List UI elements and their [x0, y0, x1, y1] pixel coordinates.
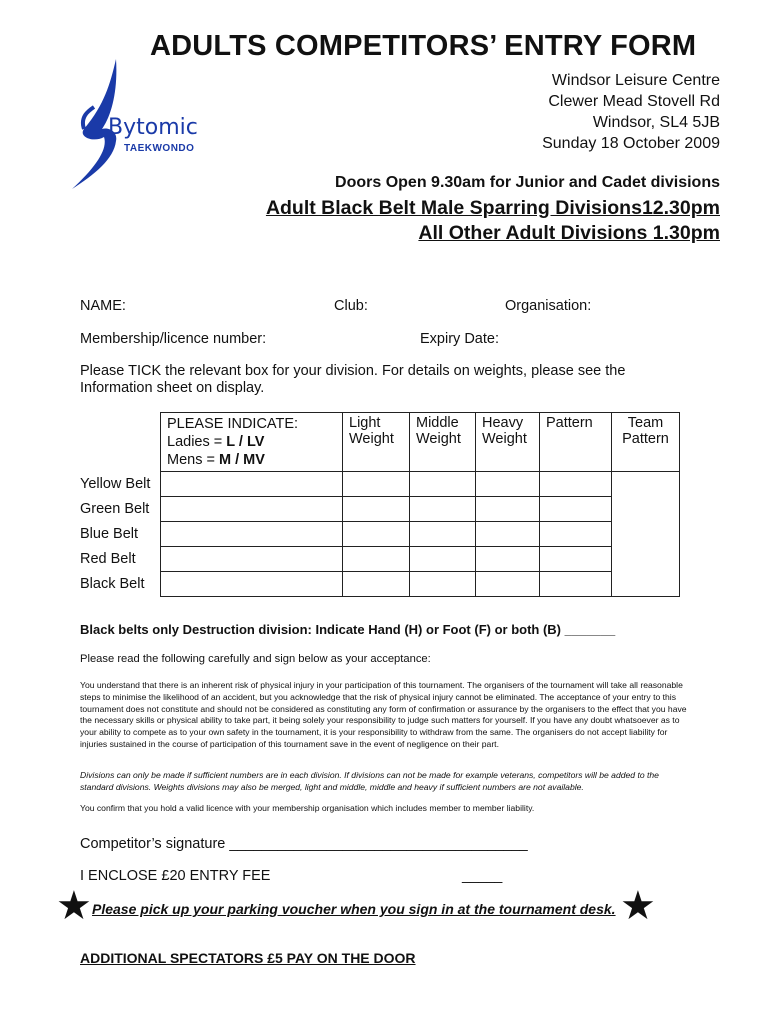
checkbox-cell[interactable] [476, 497, 540, 522]
address-line: Windsor, SL4 5JB [592, 114, 720, 131]
please-read-note: Please read the following carefully and sign below as your acceptance: [80, 653, 431, 665]
address-line: Windsor Leisure Centre [551, 72, 720, 89]
please-indicate-label: PLEASE INDICATE: [167, 416, 299, 432]
belt-label: Red Belt [80, 550, 136, 567]
entry-fee-label: I ENCLOSE £20 ENTRY FEE [80, 868, 271, 884]
checkbox-cell[interactable] [410, 572, 476, 597]
checkbox-cell[interactable] [476, 522, 540, 547]
club-label: Club: [334, 298, 368, 314]
belt-label: Yellow Belt [80, 475, 151, 492]
checkbox-cell[interactable] [343, 497, 410, 522]
table-row [78, 497, 680, 522]
divisions-note: Divisions can only be made if sufficient numbers are in each division. If divisions can not be made for example veterans, competitors will be added to the standard divisions. Weights divisions may also be merged, light and middle, middle and heavy if sufficient numbers are not available. [80, 770, 659, 792]
checkbox-cell[interactable] [343, 472, 410, 497]
checkbox-cell[interactable] [343, 572, 410, 597]
checkbox-cell[interactable] [161, 572, 343, 597]
checkbox-cell[interactable] [540, 497, 612, 522]
black-belt-heading: Adult Black Belt Male Sparring Divisions12.30pm [265, 197, 720, 219]
address-line: Clewer Mead Stovell Rd [548, 93, 720, 110]
table-header-row [78, 413, 680, 472]
table-row [78, 572, 680, 597]
table-row [78, 522, 680, 547]
checkbox-cell[interactable] [476, 547, 540, 572]
disclaimer-text: You understand that there is an inherent risk of physical injury in your participation of this tournament. The organisers of the tournament will take all reasonable steps to minimise the likelihood of an accident, but you acknowledge that the risk of physical injury cannot be eliminated. The acceptance of your entry to this tournament does not constitute and should not be considered as constituting any form of confirmation or assurance by the organisers to the effect that you have the necessary skills or physical ability to take part, it being solely your responsibility to judge such matters for yourself. If you have any doubt whatsoever as to your ability to compete as to your own safety in the tournament, it is your responsibility to withdraw from the same. The organisers do not accept liability for injuries sustained in the course of participation of this tournament save in the event of negligence on their part. [80, 680, 687, 749]
belt-label: Blue Belt [80, 525, 139, 542]
checkbox-cell[interactable] [476, 572, 540, 597]
please-indicate-cell [161, 413, 343, 472]
checkbox-cell[interactable] [410, 497, 476, 522]
signature-line[interactable]: Competitor’s signature _____________________________________ [80, 836, 528, 852]
membership-label: Membership/licence number: [80, 331, 267, 347]
logo-subtitle: TAEKWONDO [124, 143, 195, 154]
checkbox-cell[interactable] [343, 547, 410, 572]
column-header: Light Weight [343, 413, 410, 472]
team-pattern-cell[interactable] [612, 472, 680, 597]
belt-label: Green Belt [80, 500, 150, 517]
mens-codes: Mens = M / MV [167, 452, 265, 468]
venue-address [542, 70, 720, 154]
doors-open-notice: Doors Open 9.30am for Junior and Cadet divisions [335, 174, 720, 191]
belt-label: Black Belt [80, 575, 145, 592]
checkbox-cell[interactable] [161, 522, 343, 547]
parking-notice: Please pick up your parking voucher when you sign in at the tournament desk. [92, 901, 616, 917]
logo-wordmark: Bytomic [108, 115, 198, 140]
event-date: Sunday 18 October 2009 [542, 135, 720, 152]
checkbox-cell[interactable] [343, 522, 410, 547]
checkbox-cell[interactable] [476, 472, 540, 497]
form-title: ADULTS COMPETITORS’ ENTRY FORM [150, 30, 697, 62]
table-row [78, 472, 680, 497]
licence-note: You confirm that you hold a valid licence with your membership organisation which includes member to member liability. [80, 803, 535, 813]
checkbox-cell[interactable] [161, 547, 343, 572]
checkbox-cell[interactable] [410, 522, 476, 547]
entry-fee-blank[interactable]: _____ [462, 868, 503, 884]
ladies-codes: Ladies = L / LV [167, 434, 265, 450]
checkbox-cell[interactable] [161, 472, 343, 497]
column-header: Middle Weight [410, 413, 476, 472]
division-table [78, 412, 680, 597]
name-label: NAME: [80, 298, 126, 314]
column-header: Team Pattern [612, 413, 680, 472]
star-icon: ★ [620, 884, 656, 928]
checkbox-cell[interactable] [540, 572, 612, 597]
column-header: Heavy Weight [476, 413, 540, 472]
organisation-label: Organisation: [505, 298, 592, 314]
checkbox-cell[interactable] [410, 472, 476, 497]
spectators-notice: ADDITIONAL SPECTATORS £5 PAY ON THE DOOR [80, 950, 416, 966]
table-row [78, 547, 680, 572]
checkbox-cell[interactable] [540, 522, 612, 547]
checkbox-cell[interactable] [540, 472, 612, 497]
expiry-label: Expiry Date: [420, 331, 499, 347]
checkbox-cell[interactable] [410, 547, 476, 572]
column-header: Pattern [540, 413, 612, 472]
other-divisions-heading: All Other Adult Divisions 1.30pm [418, 222, 720, 244]
tick-instructions: Please TICK the relevant box for your division. For details on weights, please see the Information sheet on display. [80, 363, 626, 396]
checkbox-cell[interactable] [540, 547, 612, 572]
star-icon: ★ [56, 884, 92, 928]
destruction-division-line: Black belts only Destruction division: Indicate Hand (H) or Foot (F) or both (B) _______ [80, 622, 616, 637]
checkbox-cell[interactable] [161, 497, 343, 522]
